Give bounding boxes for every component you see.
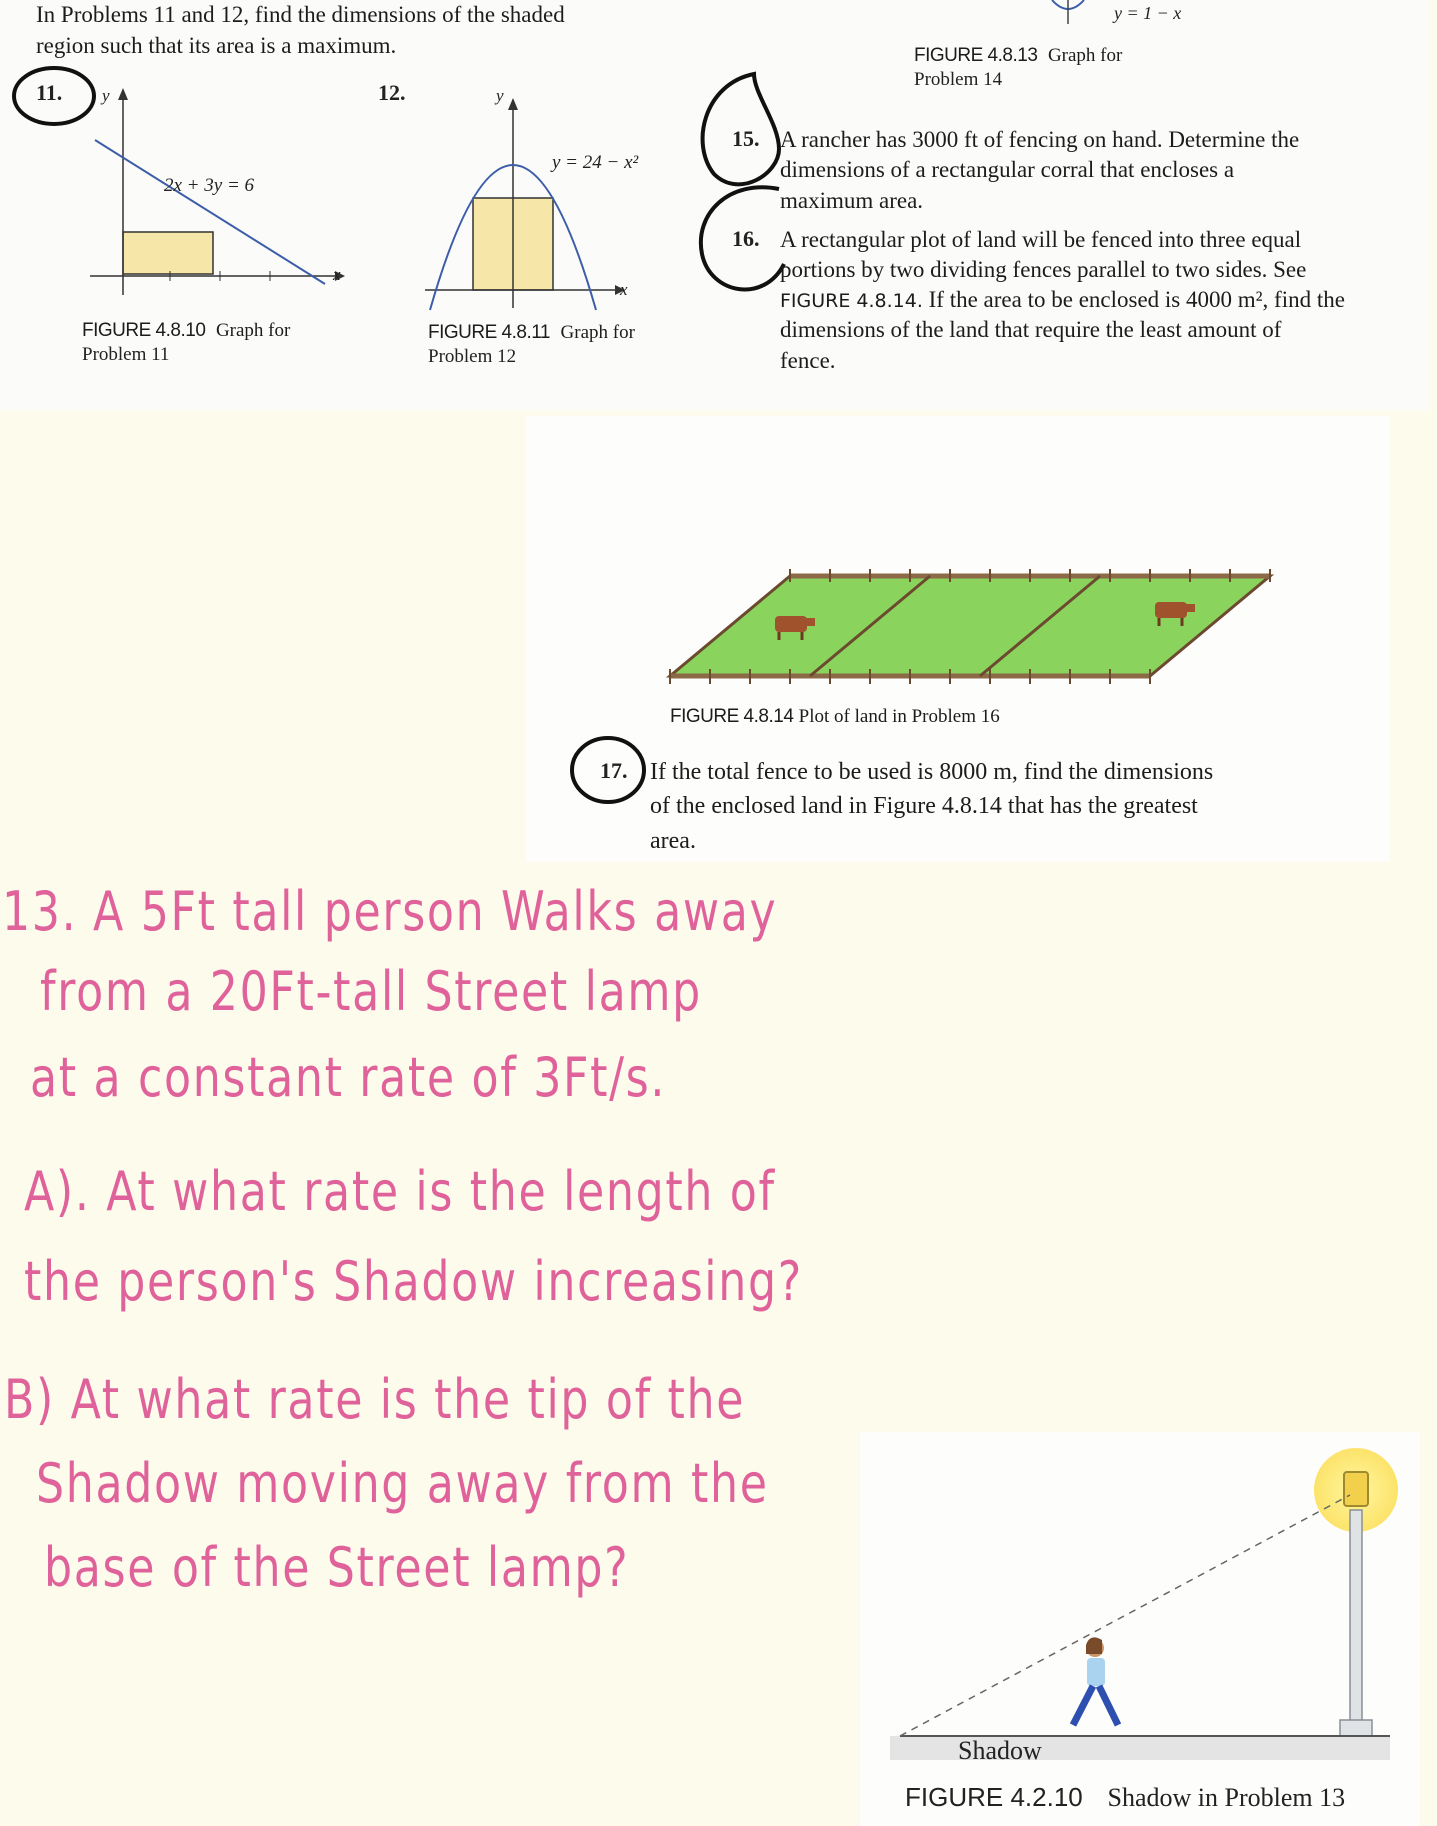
p12-caption-label: FIGURE 4.8.11 xyxy=(428,322,550,343)
fig13-caption-label: FIGURE 4.8.13 xyxy=(914,45,1038,66)
p16-line-1: A rectangular plot of land will be fenced into three equal xyxy=(780,227,1302,252)
lamp-post xyxy=(1350,1510,1362,1730)
fig13-caption-text: Graph for xyxy=(1047,45,1123,66)
intro-line-2: region such that its area is a maximum. xyxy=(36,33,397,58)
handwritten-line-2: from a 20Ft-tall Street lamp xyxy=(40,960,702,1023)
p12-equation: y = 24 − x² xyxy=(552,152,639,173)
p16-line-3 xyxy=(780,285,1345,316)
p15-line-2: dimensions of a rectangular corral that encloses a xyxy=(780,157,1235,182)
p12-axis-y: y xyxy=(496,86,504,105)
p12-caption xyxy=(428,322,635,344)
p11-caption-label: FIGURE 4.8.10 xyxy=(82,320,206,341)
p11-caption-text: Graph for xyxy=(215,320,291,341)
handwritten-line-8: base of the Street lamp? xyxy=(44,1536,630,1599)
p17-line-1: If the total fence to be used is 8000 m, find the dimensions xyxy=(650,759,1214,785)
p15-number: 15. xyxy=(732,126,760,151)
handwritten-line-1: 13. A 5Ft tall person Walks away xyxy=(2,880,778,943)
p12-number: 12. xyxy=(378,80,406,105)
handwritten-line-3: at a constant rate of 3Ft/s. xyxy=(30,1046,667,1109)
fig2-streetlamp-scene xyxy=(880,1440,1420,1760)
fig13-curve-fragment xyxy=(1040,0,1100,30)
p11-equation: 2x + 3y = 6 xyxy=(164,175,255,196)
fig13-equation: y = 1 − x xyxy=(1114,3,1182,23)
p16-line-2: portions by two dividing fences parallel to two sides. See xyxy=(780,257,1307,282)
p11-caption-line2: Problem 11 xyxy=(82,344,170,365)
p17-line-3: area. xyxy=(650,828,696,854)
p12-caption-line2: Problem 12 xyxy=(428,346,517,367)
handwritten-line-5: the person's Shadow increasing? xyxy=(24,1250,803,1313)
fig14-fenced-plot xyxy=(660,566,1280,696)
fig2-shadow-label: Shadow xyxy=(958,1736,1042,1765)
handwritten-line-4: A). At what rate is the length of xyxy=(24,1160,776,1223)
p15-p16-hand-circles xyxy=(684,64,794,314)
fig14-caption xyxy=(670,706,1000,728)
p16-line-5: fence. xyxy=(780,348,836,373)
lamp-head xyxy=(1344,1472,1368,1506)
light-ray xyxy=(900,1495,1350,1736)
p11-axis-y: y xyxy=(102,86,110,105)
fig13-caption-line2: Problem 14 xyxy=(914,69,1003,90)
p11-caption xyxy=(82,320,290,342)
p15-line-3: maximum area. xyxy=(780,188,924,213)
p11-axis-x: x xyxy=(333,265,341,284)
fig2-caption xyxy=(905,1782,1345,1813)
fig2-caption-label: FIGURE 4.2.10 xyxy=(905,1782,1083,1812)
p15-line-1: A rancher has 3000 ft of fencing on hand. Determine the xyxy=(780,127,1300,152)
p17-line-2: of the enclosed land in Figure 4.8.14 that has the greatest xyxy=(650,793,1198,819)
p12-axis-x: x xyxy=(620,280,628,299)
walking-person xyxy=(1073,1637,1118,1725)
handwritten-line-7: Shadow moving away from the xyxy=(36,1452,769,1515)
p16-line-4: dimensions of the land that require the least amount of xyxy=(780,317,1282,342)
intro-line-1: In Problems 11 and 12, find the dimensions of the shaded xyxy=(36,2,565,27)
fig14-caption-text: Plot of land in Problem 16 xyxy=(798,706,1000,727)
p17-number: 17. xyxy=(600,758,628,783)
p16-number: 16. xyxy=(732,226,760,251)
p12-caption-text: Graph for xyxy=(560,322,635,343)
fig14-caption-label: FIGURE 4.8.14 xyxy=(670,706,794,727)
handwritten-line-6: B) At what rate is the tip of the xyxy=(4,1368,746,1431)
p11-number: 11. xyxy=(36,80,63,105)
fig14-land xyxy=(670,576,1270,676)
fig13-caption xyxy=(914,45,1122,67)
p16-line-3-text: If the area to be enclosed is 4000 m², find the xyxy=(922,287,1345,312)
p16-figure-ref: FIGURE 4.8.14. xyxy=(780,290,923,312)
fig2-caption-text: Shadow in Problem 13 xyxy=(1107,1783,1346,1812)
p11-shaded-rect xyxy=(123,232,213,274)
